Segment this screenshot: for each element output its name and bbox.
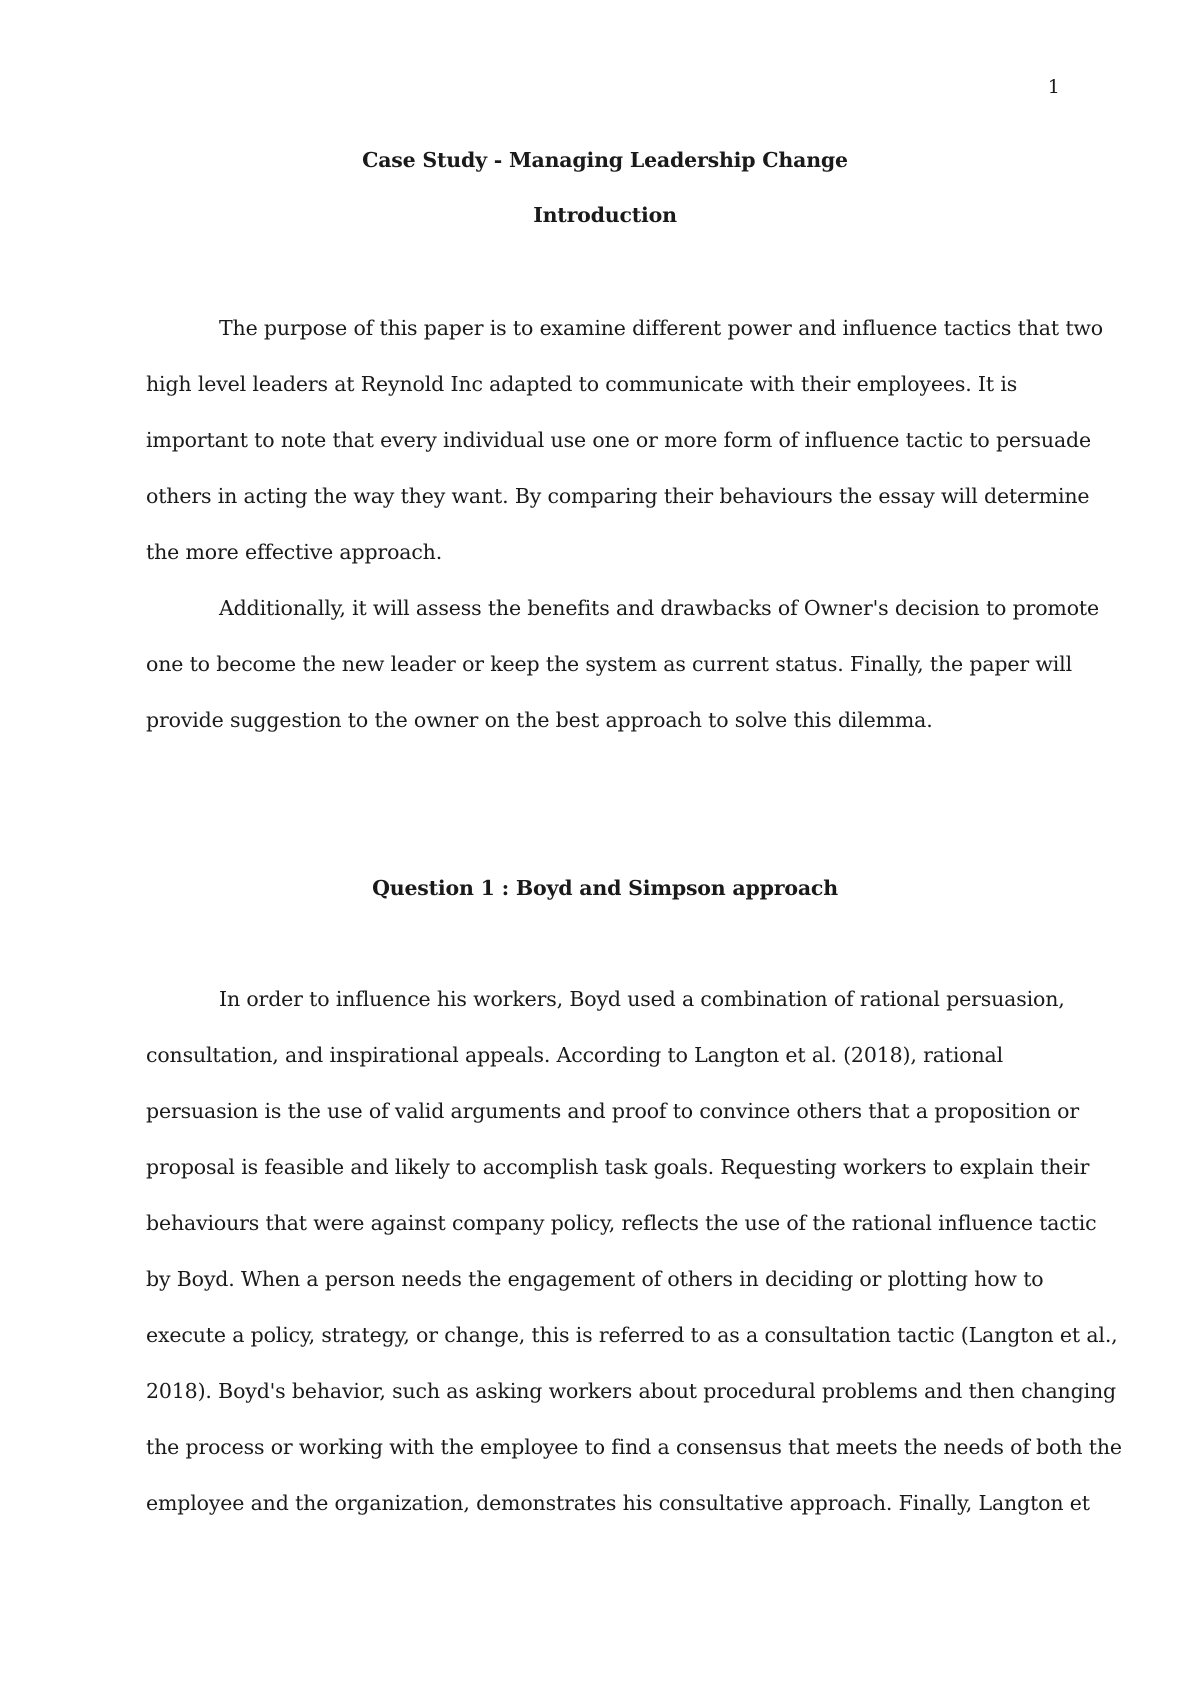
paragraph-line: consultation, and inspirational appeals. According to Langton et al. (2018), rational (146, 1043, 1004, 1067)
paragraph-line: others in acting the way they want. By comparing their behaviours the essay will determine (146, 484, 1090, 508)
paragraph-line: the more effective approach. (146, 540, 443, 564)
paragraph-line: employee and the organization, demonstrates his consultative approach. Finally, Langton et (146, 1491, 1090, 1515)
paragraph-line: one to become the new leader or keep the system as current status. Finally, the paper will (146, 652, 1072, 676)
paragraph-line: behaviours that were against company policy, reflects the use of the rational influence tactic (146, 1211, 1097, 1235)
paragraph-line: proposal is feasible and likely to accomplish task goals. Requesting workers to explain their (146, 1155, 1090, 1179)
paragraph-line: The purpose of this paper is to examine different power and influence tactics that two (219, 316, 1103, 340)
page-number: 1 (1047, 76, 1060, 98)
document-title: Case Study - Managing Leadership Change (362, 148, 848, 172)
question-1-heading: Question 1 : Boyd and Simpson approach (372, 876, 838, 900)
paragraph-line: important to note that every individual use one or more form of influence tactic to persuade (146, 428, 1091, 452)
paragraph-line: provide suggestion to the owner on the best approach to solve this dilemma. (146, 708, 933, 732)
paragraph-line: by Boyd. When a person needs the engagement of others in deciding or plotting how to (146, 1267, 1044, 1291)
paragraph-line: the process or working with the employee to find a consensus that meets the needs of both the (146, 1435, 1122, 1459)
introduction-heading: Introduction (533, 203, 677, 227)
paragraph-line: In order to influence his workers, Boyd used a combination of rational persuasion, (219, 987, 1065, 1011)
paragraph-line: execute a policy, strategy, or change, this is referred to as a consultation tactic (Langton et al., (146, 1323, 1118, 1347)
paragraph-line: 2018). Boyd's behavior, such as asking workers about procedural problems and then changing (146, 1379, 1117, 1403)
paragraph-line: Additionally, it will assess the benefits and drawbacks of Owner's decision to promote (219, 596, 1099, 620)
paragraph-line: persuasion is the use of valid arguments and proof to convince others that a proposition or (146, 1099, 1080, 1123)
paragraph-line: high level leaders at Reynold Inc adapted to communicate with their employees. It is (146, 372, 1018, 396)
